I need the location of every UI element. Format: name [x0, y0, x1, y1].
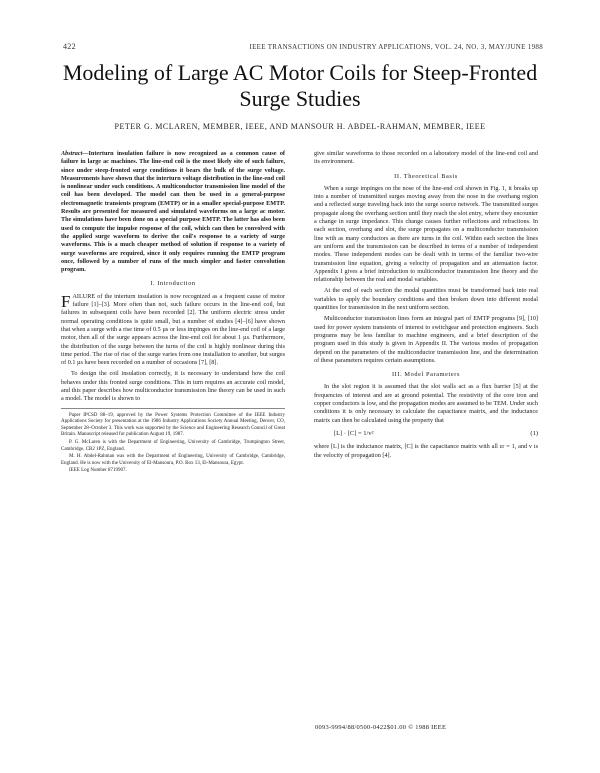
copyright-line: 0093-9994/88/0500-0422$01.00 © 1988 IEEE	[315, 724, 447, 731]
footnote-author-2: M. H. Abdel-Rahman was with the Department of Engineering, University of Cambridge, Cambridge, England. He is now with the University of El-Mansoura, P.O. Box 13, El-Mansoura, Egypt.	[61, 454, 285, 466]
intro-paragraph-1-text: AILURE of the interturn insulation is now recognized as a frequent cause of motor failure [1]–[3]. More often than not, such failure occurs in the line-end coil, but failures in subsequent coils have been recorded [2]. The uniform electric stress under normal operating conditions is quite small, but a number of studies [4]–[6] have shown that when a surge with a rise time of 0.5 µs or less impinges on the line-end coil of a large motor, then all of the surge appears across the line-end coil for about 1 µs. Furthermore, the distribution of the surge between the turns of the coil is highly nonlinear during this time period. The rise of rise of the surge varies from one installation to another, but surges of 0.1 µs have been recorded on a number of occasions [7], [8].	[61, 292, 285, 367]
equation-number: (1)	[530, 429, 538, 437]
right-column	[314, 150, 538, 463]
model-paragraph-2: where [L] is the inductance matrix, [C] is the capacitance matrix with all εr = 1, and v is the velocity of propagation [4].	[314, 443, 538, 459]
equation-1	[334, 430, 538, 438]
intro-paragraph-2: To design the coil insulation correctly, it is necessary to understand how the coil behaves under this fronted surge conditions. This in turn requires an accurate coil model, and this paper describes how multiconductor transmission line theory can be used in such a model. The model is shown to	[61, 370, 285, 403]
author-line: PETER G. MCLAREN, MEMBER, IEEE, AND MANSOUR H. ABDEL-RAHMAN, MEMBER, IEEE	[114, 122, 486, 131]
section-heading-introduction: I. Introduction	[150, 280, 196, 288]
journal-title: IEEE TRANSACTIONS ON INDUSTRY APPLICATIONS, VOL. 24, NO. 3, MAY/JUNE 1988	[249, 43, 543, 51]
intro-paragraph-1	[61, 293, 285, 368]
section-heading-theory: II. Theoretical Basis	[394, 172, 458, 180]
page-number: 422	[63, 42, 76, 51]
theory-paragraph-2: At the end of each section the modal quantities must be transformed back into real variables to apply the boundary conditions and then broken down into different modal quantities for transmission in the next uniform section.	[314, 287, 538, 312]
equation-expression: [L] · [C] = 1/v²	[334, 429, 374, 437]
theory-paragraph-3: Multiconductor transmission lines form an integral part of EMTP programs [9], [10] used for power system transients of interest to switchgear and protection engineers. Such programs may be less familiar to machine engineers, and a brief description of the program used in this study is given in Appendix II. The various modes of propagation depend on the parameters of the multiconductor transmission line, and the determination of these parameters requires certain assumptions.	[314, 315, 538, 364]
paper-title: Modeling of Large AC Motor Coils for Steep-Fronted Surge Studies	[62, 60, 538, 111]
drop-cap: F	[61, 291, 71, 311]
footnote-paper-info: Paper IPCSD 88–19, approved by the Power Systems Protection Committee of the IEEE Industry Applications Society for presentation at the 1986 Industry Applications Society Annual Meeting, Denver, CO, September 28–October 3. This work was supported by the Science and Engineering Research Council of Great Britain. Manuscript released for publication August 19, 1987.	[61, 412, 285, 438]
model-paragraph-1: In the slot region it is assumed that the slot walls act as a flux barrier [5] at the frequencies of interest and are at ground potential. The resistivity of the core iron and copper conductors is low, and the propagation modes are assumed to be TEM. Under such conditions it is only necessary to calculate the capacitance matrix, and the inductance matrix can then be calculated using the property that	[314, 383, 538, 424]
abstract-lead: Abstract—	[61, 150, 89, 157]
theory-paragraph-1: When a surge impinges on the nose of the line-end coil shown in Fig. 1, it breaks up into a number of transmitted surges moving away from the nose in the overhang region and a reflected surge traveling back into the surge source network. The transmitted surges propagate along the overhang section until they reach the slot entry, where they encounter a change in surge impedance. This change causes further reflections and refractions. In each section, overhang and slot, the surge propagates on a multiconductor transmission line with as many conductors as there are turns in the coil. Within each section the lines are uniform and the transmission can be described in terms of a number of independent modes. These independent modes can be dealt with in terms of the familiar two-wire transmission line equation, giving a velocity of propagation and an attenuation factor. Appendix I gives a brief introduction to multiconductor transmission line theory and the relationship between the real and modal variables.	[314, 184, 538, 284]
left-column	[61, 150, 285, 476]
abstract-text: Interturn insulation failure is now recognized as a common cause of failure in large ac machines. The line-end coil is the most likely site of such failure, since under steep-fronted surge conditions it bears the bulk of the surge voltage. Measurements have shown that the interturn voltage distribution in the line-end coil is nonlinear under such conditions. A multiconductor transmission line model of the coil has been developed. The model can then be used in a general-purpose electromagnetic transients program (EMTP) or in a smaller special-purpose EMTP. Results are presented for measured and simulated waveforms on a large ac motor. The simulations have been done on a special purpose EMTP. The latter has also been used to compute the impulse response of the coil, which can then be convolved with the applied surge waveform to derive the coil's response to a variety of surge waveforms. This is a much cheaper method of solution if response to a variety of surge waveforms are required, since it only requires running the EMTP program once, followed by a number of runs of the much simpler and faster convolution program.	[61, 150, 285, 274]
footnote-log-number: IEEE Log Number 8719907.	[69, 468, 127, 474]
section-heading-model: III. Model Parameters	[391, 371, 461, 379]
footnote	[61, 408, 285, 475]
footnote-author-1: P. G. McLaren is with the Department of Engineering, University of Cambridge, Trumpington Street, Cambridge, CB2 1PZ, England.	[61, 439, 285, 452]
right-paragraph-0: give similar waveforms to those recorded on a laboratory model of the line-end coil and its environment.	[314, 150, 538, 166]
running-header	[63, 42, 543, 54]
abstract	[61, 150, 285, 274]
